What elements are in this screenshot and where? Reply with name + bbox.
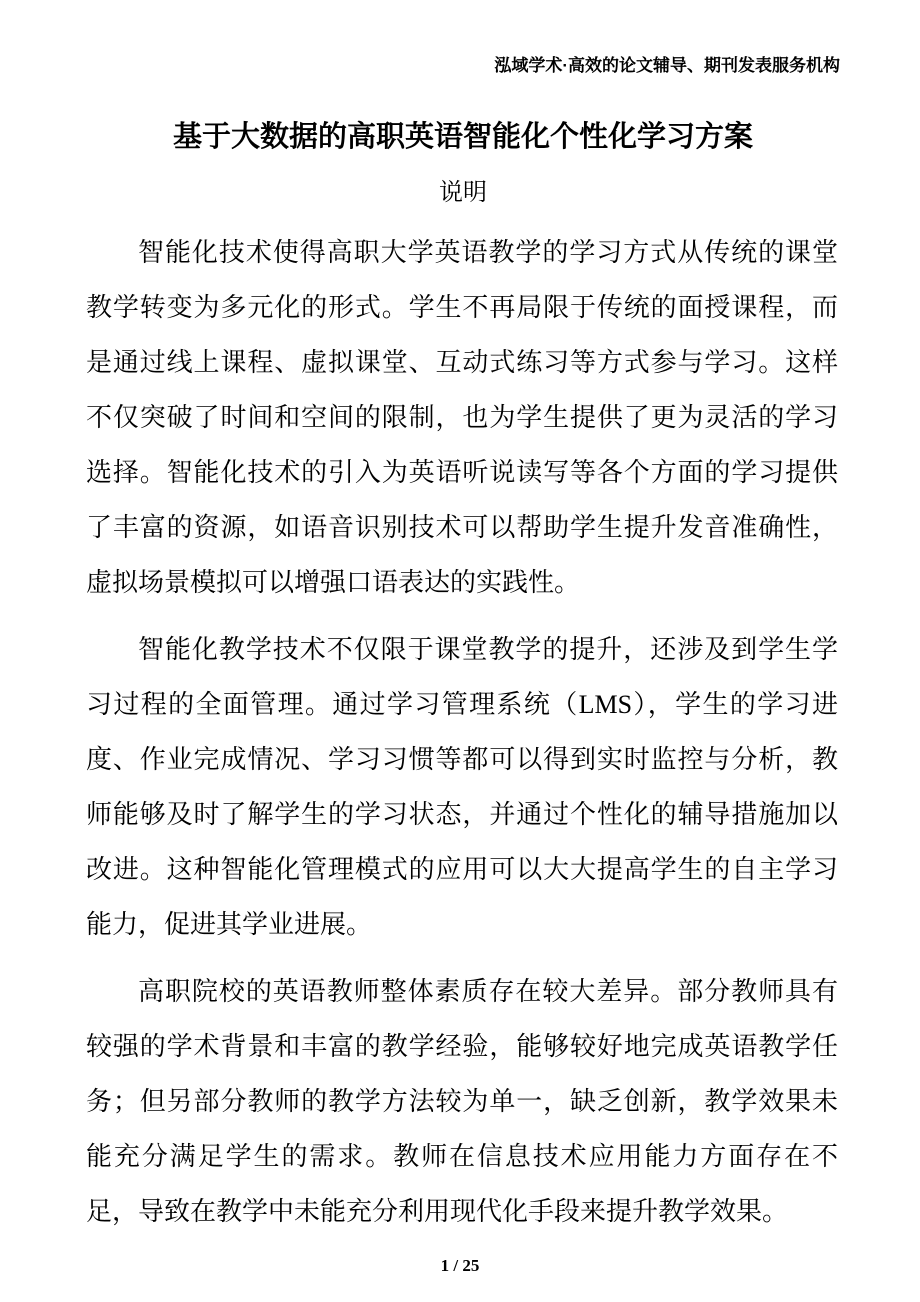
document-title: 基于大数据的高职英语智能化个性化学习方案 — [172, 121, 753, 153]
document-body — [86, 225, 838, 1251]
document-header: 泓域学术·高效的论文辅导、期刊发表服务机构 — [494, 56, 840, 75]
paragraph: 智能化教学技术不仅限于课堂教学的提升，还涉及到学生学习过程的全面管理。通过学习管理系统（LMS），学生的学习进度、作业完成情况、学习习惯等都可以得到实时监控与分析，教师能够及时了解学生的学习状态，并通过个性化的辅导措施加以改进。这种智能化管理模式的应用可以大大提高学生的自主学习能力，促进其学业进展。 — [86, 635, 838, 939]
page-number: 1 / 25 — [440, 1256, 480, 1275]
paragraph: 高职院校的英语教师整体素质存在较大差异。部分教师具有较强的学术背景和丰富的教学经验，能够较好地完成英语教学任务；但另部分教师的教学方法较为单一，缺乏创新，教学效果未能充分满足学生的需求。教师在信息技术应用能力方面存在不足，导致在教学中未能充分利用现代化手段来提升教学效果。 — [86, 977, 838, 1226]
section-heading: 说明 — [439, 179, 487, 206]
paragraph: 智能化技术使得高职大学英语教学的学习方式从传统的课堂教学转变为多元化的形式。学生不再局限于传统的面授课程，而是通过线上课程、虚拟课堂、互动式练习等方式参与学习。这样不仅突破了时间和空间的限制，也为学生提供了更为灵活的学习选择。智能化技术的引入为英语听说读写等各个方面的学习提供了丰富的资源，如语音识别技术可以帮助学生提升发音准确性，虚拟场景模拟可以增强口语表达的实践性。 — [86, 238, 838, 597]
